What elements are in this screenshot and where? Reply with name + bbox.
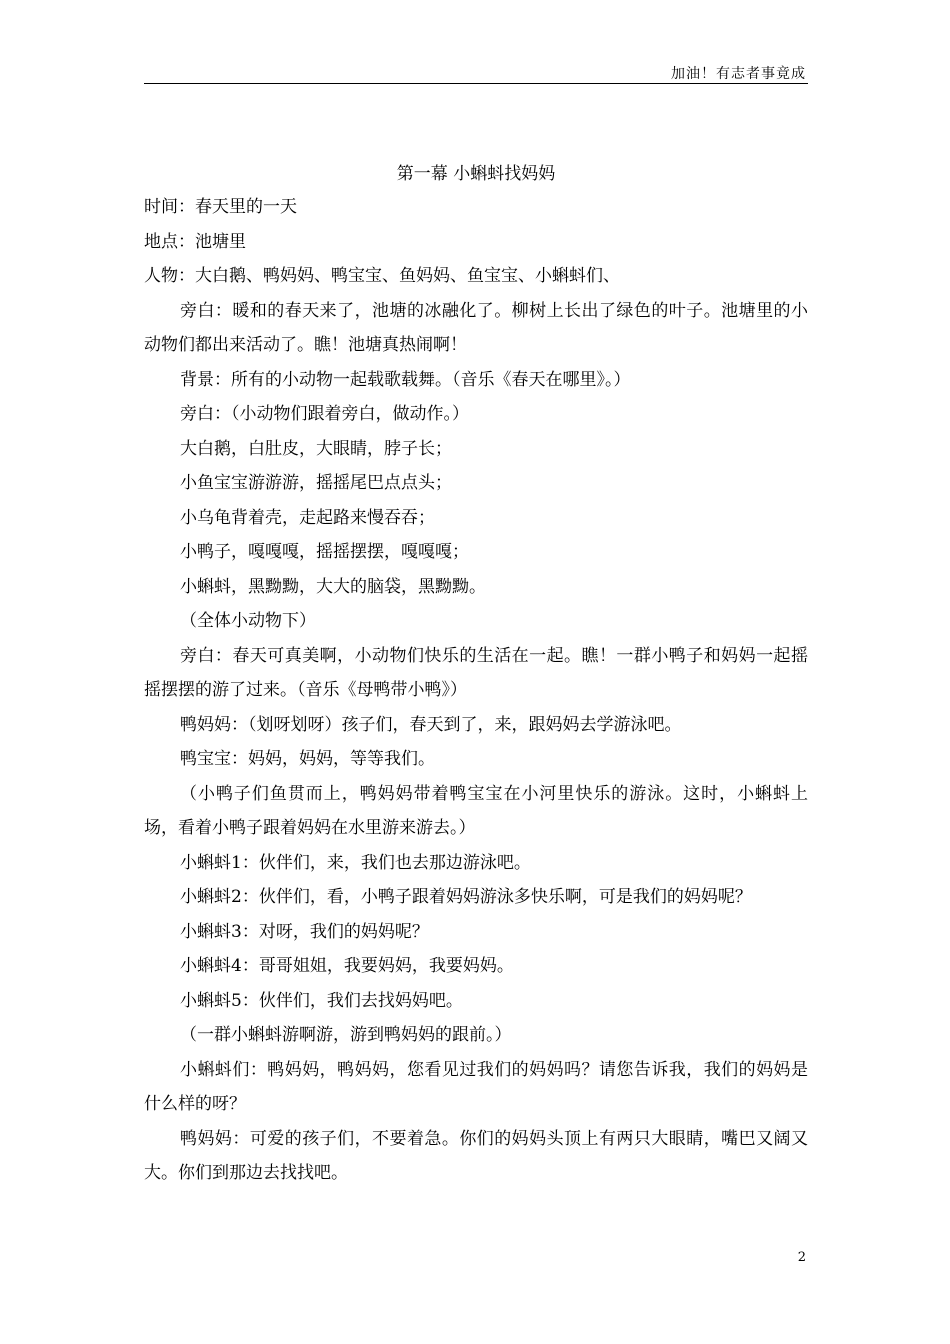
script-paragraph: 小蝌蚪2：伙伴们，看，小鸭子跟着妈妈游泳多快乐啊，可是我们的妈妈呢？: [180, 887, 752, 907]
time-line: 时间：春天里的一天: [144, 197, 297, 217]
script-paragraph: 小蝌蚪1：伙伴们，来，我们也去那边游泳吧。: [180, 852, 531, 873]
header-motto: 加油！有志者事竟成: [671, 66, 806, 82]
page-number: 2: [797, 1250, 806, 1265]
header-divider: [144, 83, 808, 84]
script-paragraph: 鸭妈妈：可爱的孩子们，不要着急。你们的妈妈头顶上有两只大眼睛，嘴巴又阔又大。你们到那边去找找吧。: [144, 1128, 808, 1183]
script-paragraph: 旁白：暖和的春天来了，池塘的冰融化了。柳树上长出了绿色的叶子。池塘里的小动物们都出来活动了。瞧！池塘真热闹啊！: [144, 300, 808, 355]
act-title: 第一幕 小蝌蚪找妈妈: [396, 164, 556, 184]
script-paragraph: 背景：所有的小动物一起载歌载舞。（音乐《春天在哪里》。）: [180, 369, 631, 390]
script-paragraph: 旁白：（小动物们跟着旁白，做动作。）: [180, 404, 469, 424]
characters-line: 人物：大白鹅、鸭妈妈、鸭宝宝、鱼妈妈、鱼宝宝、小蝌蚪们、: [144, 266, 620, 286]
script-paragraph: 旁白：春天可真美啊，小动物们快乐的生活在一起。瞧！一群小鸭子和妈妈一起摇摇摆摆的游了过来。（音乐《母鸭带小鸭》）: [144, 645, 808, 700]
script-paragraph: （小鸭子们鱼贯而上，鸭妈妈带着鸭宝宝在小河里快乐的游泳。这时，小蝌蚪上场，看着小鸭子跟着妈妈在水里游来游去。）: [144, 783, 808, 838]
script-paragraph: （全体小动物下）: [180, 611, 316, 631]
script-paragraph: 小蝌蚪们：鸭妈妈，鸭妈妈，您看见过我们的妈妈吗？请您告诉我，我们的妈妈是什么样的呀？: [144, 1059, 808, 1114]
script-paragraph: 小鸭子，嘎嘎嘎，摇摇摆摆，嘎嘎嘎；: [180, 542, 469, 562]
place-line: 地点：池塘里: [144, 231, 246, 252]
script-paragraph: 鸭妈妈：（划呀划呀）孩子们，春天到了，来，跟妈妈去学游泳吧。: [180, 714, 682, 735]
script-paragraph: 小乌龟背着壳，走起路来慢吞吞；: [180, 507, 435, 528]
script-paragraph: 小蝌蚪，黑黝黝，大大的脑袋，黑黝黝。: [180, 576, 486, 597]
script-paragraph: 大白鹅，白肚皮，大眼睛，脖子长；: [180, 438, 452, 459]
script-paragraph: 小鱼宝宝游游游，摇摇尾巴点点头；: [180, 473, 452, 493]
script-paragraph: 鸭宝宝：妈妈，妈妈，等等我们。: [180, 749, 435, 769]
script-paragraph: 小蝌蚪5：伙伴们，我们去找妈妈吧。: [180, 990, 463, 1011]
script-paragraph: 小蝌蚪3：对呀，我们的妈妈呢？: [180, 921, 429, 942]
script-paragraph: 小蝌蚪4：哥哥姐姐，我要妈妈，我要妈妈。: [180, 956, 514, 976]
script-paragraph: （一群小蝌蚪游啊游，游到鸭妈妈的跟前。）: [180, 1025, 512, 1045]
script-body: [144, 190, 808, 1191]
